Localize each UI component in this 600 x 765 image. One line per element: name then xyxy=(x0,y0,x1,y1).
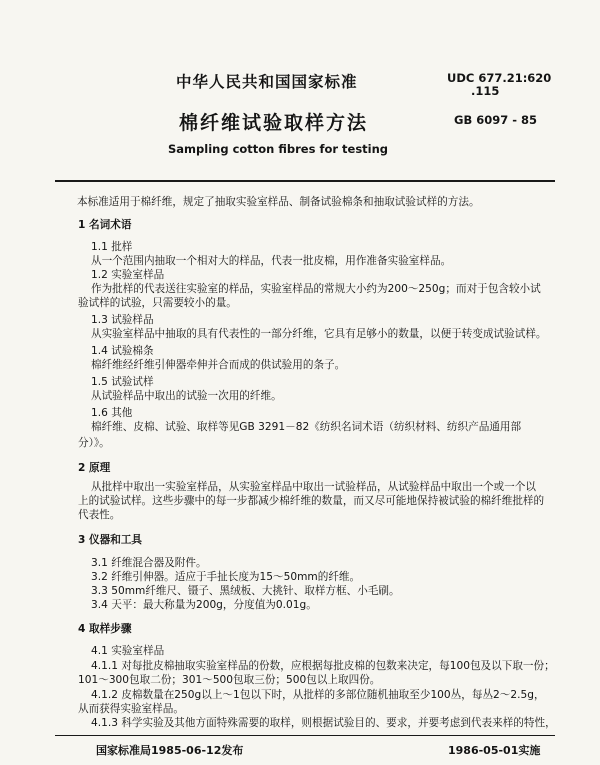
term-1-1-text: 从一个范围内抽取一个相对大的样品，代表一批皮棉，用作准备实验室样品。 xyxy=(91,255,452,267)
equipment-3-1: 3.1 纤维混合器及附件。 xyxy=(91,557,207,569)
issuing-body-header: 中华人民共和国国家标准 xyxy=(176,73,358,91)
term-1-4-title: 1.4 试验棉条 xyxy=(91,345,154,357)
term-1-1-title: 1.1 批样 xyxy=(91,241,133,253)
section-3-heading: 3 仪器和工具 xyxy=(78,534,143,546)
equipment-3-4: 3.4 天平：最大称量为200g，分度值为0.01g。 xyxy=(91,599,317,611)
principle-text-a: 从批样中取出一实验室样品，从实验室样品中取出一试验样品，从试验样品中取出一个或一个以 xyxy=(91,481,536,493)
footer-divider xyxy=(55,735,555,736)
term-1-6-title: 1.6 其他 xyxy=(91,407,133,419)
term-1-2-text-a: 作为批样的代表送往实验室的样品，实验室样品的常规大小约为200～250g；而对于包含较小试 xyxy=(91,283,541,295)
standard-title-english: Sampling cotton fibres for testing xyxy=(168,142,389,156)
term-1-2-text-b: 验试样的试验，只需要较小的量。 xyxy=(78,297,237,309)
section-1-heading: 1 名词术语 xyxy=(78,219,132,231)
standard-number: GB 6097 - 85 xyxy=(454,113,537,127)
term-1-5-title: 1.5 试验试样 xyxy=(91,376,154,388)
term-1-5-text: 从试验样品中取出的试验一次用的纤维。 xyxy=(91,390,282,402)
term-1-6-text-b: 分）》。 xyxy=(78,437,110,449)
step-4-1-1-text-a: 4.1.1 对每批皮棉抽取实验室样品的份数，应根据每批皮棉的包数来决定，每100包及以下取一份； xyxy=(91,660,555,672)
intro-paragraph: 本标准适用于棉纤维，规定了抽取实验室样品、制备试验棉条和抽取试验试样的方法。 xyxy=(77,196,480,208)
udc-line-2: .115 xyxy=(471,84,500,98)
term-1-6-text-a: 棉纤维、皮棉、试验、取样等见GB 3291－82《纺织名词术语（纺织材料、纺织产品通用部 xyxy=(91,421,522,433)
term-1-2-title: 1.2 实验室样品 xyxy=(91,269,165,281)
udc-line-1: UDC 677.21:620 xyxy=(447,71,552,85)
issue-date: 国家标准局1985-06-12发布 xyxy=(96,744,244,757)
step-4-1-3-text: 4.1.3 科学实验及其他方面特殊需要的取样，则根据试验目的、要求，并要考虑到代表来样的特性， xyxy=(91,717,556,729)
step-4-1-title: 4.1 实验室样品 xyxy=(91,645,165,657)
principle-text-b: 上的试验试样。这些步骤中的每一步都减少棉纤维的数量，而又尽可能地保持被试验的棉纤维批样的 xyxy=(78,495,545,507)
principle-text-c: 代表性。 xyxy=(78,509,121,521)
term-1-4-text: 棉纤维经纤维引伸器牵伸并合而成的供试验用的条子。 xyxy=(91,359,346,371)
term-1-3-text: 从实验室样品中抽取的具有代表性的一部分纤维，它具有足够小的数量，以便于转变成试验试样。 xyxy=(91,328,547,340)
standard-title-chinese: 棉纤维试验取样方法 xyxy=(179,112,369,134)
equipment-3-2: 3.2 纤维引伸器。适应于手扯长度为15～50mm的纤维。 xyxy=(91,571,361,583)
effective-date: 1986-05-01实施 xyxy=(448,744,541,757)
term-1-3-title: 1.3 试验样品 xyxy=(91,314,154,326)
section-4-heading: 4 取样步骤 xyxy=(78,623,132,635)
equipment-3-3: 3.3 50mm纤维尺、镊子、黑绒板、大挑针、取样方框、小毛刷。 xyxy=(91,585,400,597)
step-4-1-2-text-a: 4.1.2 皮棉数量在250g以上～1包以下时，从批样的多部位随机抽取至少100丛，每丛2～2.5g， xyxy=(91,689,545,701)
step-4-1-1-text-b: 101～300包取二份；301～500包取三份；500包以上取四份。 xyxy=(78,674,381,686)
step-4-1-2-text-b: 从而获得实验室样品。 xyxy=(78,703,184,715)
section-2-heading: 2 原理 xyxy=(78,462,111,474)
